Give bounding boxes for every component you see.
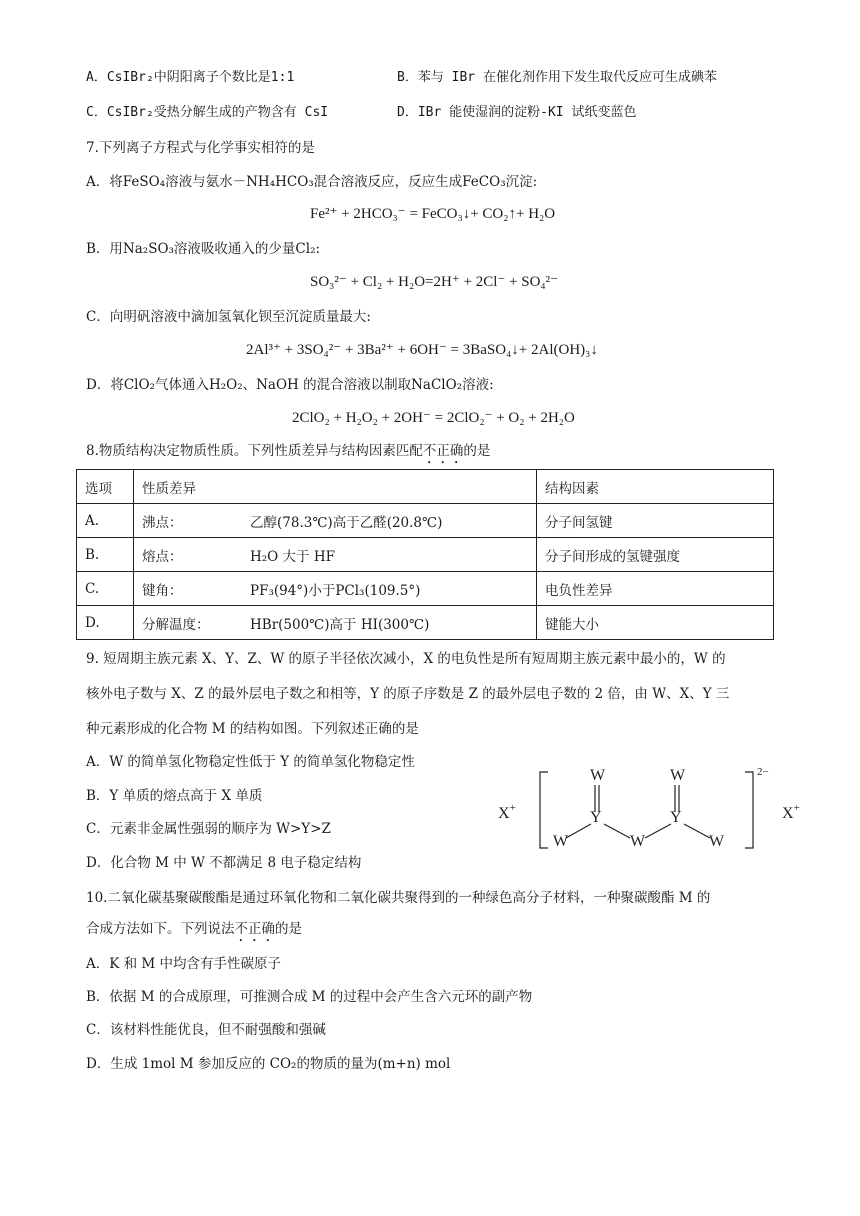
- q10-stem-line2: [86, 920, 302, 945]
- q7-stem: 7.下列离子方程式与化学事实相符的是: [86, 140, 315, 156]
- q7-equation-d: 2ClO₂ + H₂O₂ + 2OH⁻ = 2ClO₂⁻ + O₂ + 2H₂O: [292, 410, 575, 426]
- q8-stem: [86, 442, 490, 467]
- q9-option-d: D．化合物 M 中 W 不都满足 8 电子稳定结构: [86, 855, 362, 871]
- q10-stem-emphasis: 不正确: [234, 921, 275, 937]
- q9-option-a: A．W 的简单氢化物稳定性低于 Y 的简单氢化物稳定性: [86, 754, 415, 770]
- row-option: A.: [77, 504, 134, 538]
- q9-option-b: B．Y 单质的熔点高于 X 单质: [86, 788, 263, 804]
- q10-option-b: B．依据 M 的合成原理，可推测合成 M 的过程中会产生含六元环的副产物: [86, 989, 533, 1005]
- q7-option-d: D．将ClO₂气体通入H₂O₂、NaOH 的混合溶液以制取NaClO₂溶液:: [86, 377, 494, 393]
- q7-option-c: C．向明矾溶液中滴加氢氧化钡至沉淀质量最大:: [86, 309, 371, 325]
- table-row: [77, 538, 774, 572]
- atom-y-right: Y: [670, 809, 682, 826]
- q9-stem-line3: 种元素形成的化合物 M 的结构如图。下列叙述正确的是: [86, 721, 419, 737]
- q8-property-table: [76, 469, 774, 640]
- atom-w-top-right: W: [670, 767, 686, 784]
- atom-w-right: W: [709, 833, 725, 850]
- row-property: 键角： PF₃(94°)小于PCl₃(109.5°): [134, 572, 537, 606]
- q6-option-d: D．IBr 能使湿润的淀粉-KI 试纸变蓝色: [397, 105, 637, 120]
- table-row: [77, 606, 774, 640]
- table-header-row: [77, 470, 774, 504]
- q10-stem-before: 合成方法如下。下列说法: [86, 921, 235, 937]
- q7-option-b: B．用Na₂SO₃溶液吸收通入的少量Cl₂:: [86, 241, 321, 257]
- row-property: 熔点： H₂O 大于 HF: [134, 538, 537, 572]
- q8-stem-before: 8.物质结构决定物质性质。下列性质差异与结构因素匹配: [86, 443, 423, 459]
- q8-stem-emphasis: 不正确: [422, 443, 464, 459]
- q10-option-a: A．K 和 M 中均含有手性碳原子: [86, 956, 282, 972]
- header-factor: 结构因素: [537, 470, 774, 504]
- q10-option-d: D．生成 1mol M 参加反应的 CO₂的物质的量为(m+n) mol: [86, 1056, 451, 1072]
- q7-equation-c: 2Al³⁺ + 3SO₄²⁻ + 3Ba²⁺ + 6OH⁻ = 3BaSO₄↓+ 2Al(OH)₃↓: [246, 342, 598, 358]
- q10-stem-after: 的是: [275, 921, 302, 937]
- q8-stem-after: 的是: [463, 443, 491, 459]
- atom-y-left: Y: [590, 809, 602, 826]
- header-property: 性质差异: [134, 470, 537, 504]
- row-property: 分解温度： HBr(500℃)高于 HI(300℃): [134, 606, 537, 640]
- table-row: [77, 504, 774, 538]
- row-factor: 分子间氢键: [537, 504, 774, 538]
- q7-equation-b: SO₃²⁻ + Cl₂ + H₂O=2H⁺ + 2Cl⁻ + SO₄²⁻: [310, 274, 559, 290]
- q10-stem-line1: 10.二氧化碳基聚碳酸酯是通过环氧化物和二氧化碳共聚得到的一种绿色高分子材料，一种聚碳酸酯 M 的: [86, 890, 711, 906]
- row-option: C.: [77, 572, 134, 606]
- q6-option-a: A．CsIBr₂中阴阳离子个数比是1:1: [86, 70, 295, 85]
- atom-w-top-left: W: [590, 767, 606, 784]
- anion-charge: 2−: [757, 766, 769, 778]
- header-option: 选项: [77, 470, 134, 504]
- q9-option-c: C．元素非金属性强弱的顺序为 W>Y>Z: [86, 821, 331, 837]
- row-property: 沸点： 乙醇(78.3℃)高于乙醛(20.8℃): [134, 504, 537, 538]
- table-row: [77, 572, 774, 606]
- row-option: B.: [77, 538, 134, 572]
- q7-option-a: A．将FeSO₄溶液与氨水－NH₄HCO₃混合溶液反应，反应生成FeCO₃沉淀:: [86, 174, 538, 190]
- q9-stem-line1: 9. 短周期主族元素 X、Y、Z、W 的原子半径依次减小，X 的电负性是所有短周期主族元素中最小的，W 的: [86, 651, 726, 667]
- q6-option-c: C．CsIBr₂受热分解生成的产物含有 CsI: [86, 105, 329, 120]
- row-factor: 键能大小: [537, 606, 774, 640]
- q6-option-b: B．苯与 IBr 在催化剂作用下发生取代反应可生成碘苯: [397, 70, 717, 85]
- row-option: D.: [77, 606, 134, 640]
- cation-left: X+: [498, 802, 516, 822]
- compound-m-structure: [490, 760, 820, 860]
- q10-option-c: C．该材料性能优良，但不耐强酸和强碱: [86, 1022, 326, 1038]
- atom-w-bridge: W: [630, 833, 646, 850]
- row-factor: 电负性差异: [537, 572, 774, 606]
- row-factor: 分子间形成的氢键强度: [537, 538, 774, 572]
- cation-right: X+: [782, 802, 800, 822]
- q9-stem-line2: 核外电子数与 X、Z 的最外层电子数之和相等，Y 的原子序数是 Z 的最外层电子数的 2 倍，由 W、X、Y 三: [86, 686, 730, 702]
- atom-w-left: W: [553, 833, 569, 850]
- q7-equation-a: Fe²⁺ + 2HCO₃⁻ = FeCO₃↓+ CO₂↑+ H₂O: [310, 206, 556, 222]
